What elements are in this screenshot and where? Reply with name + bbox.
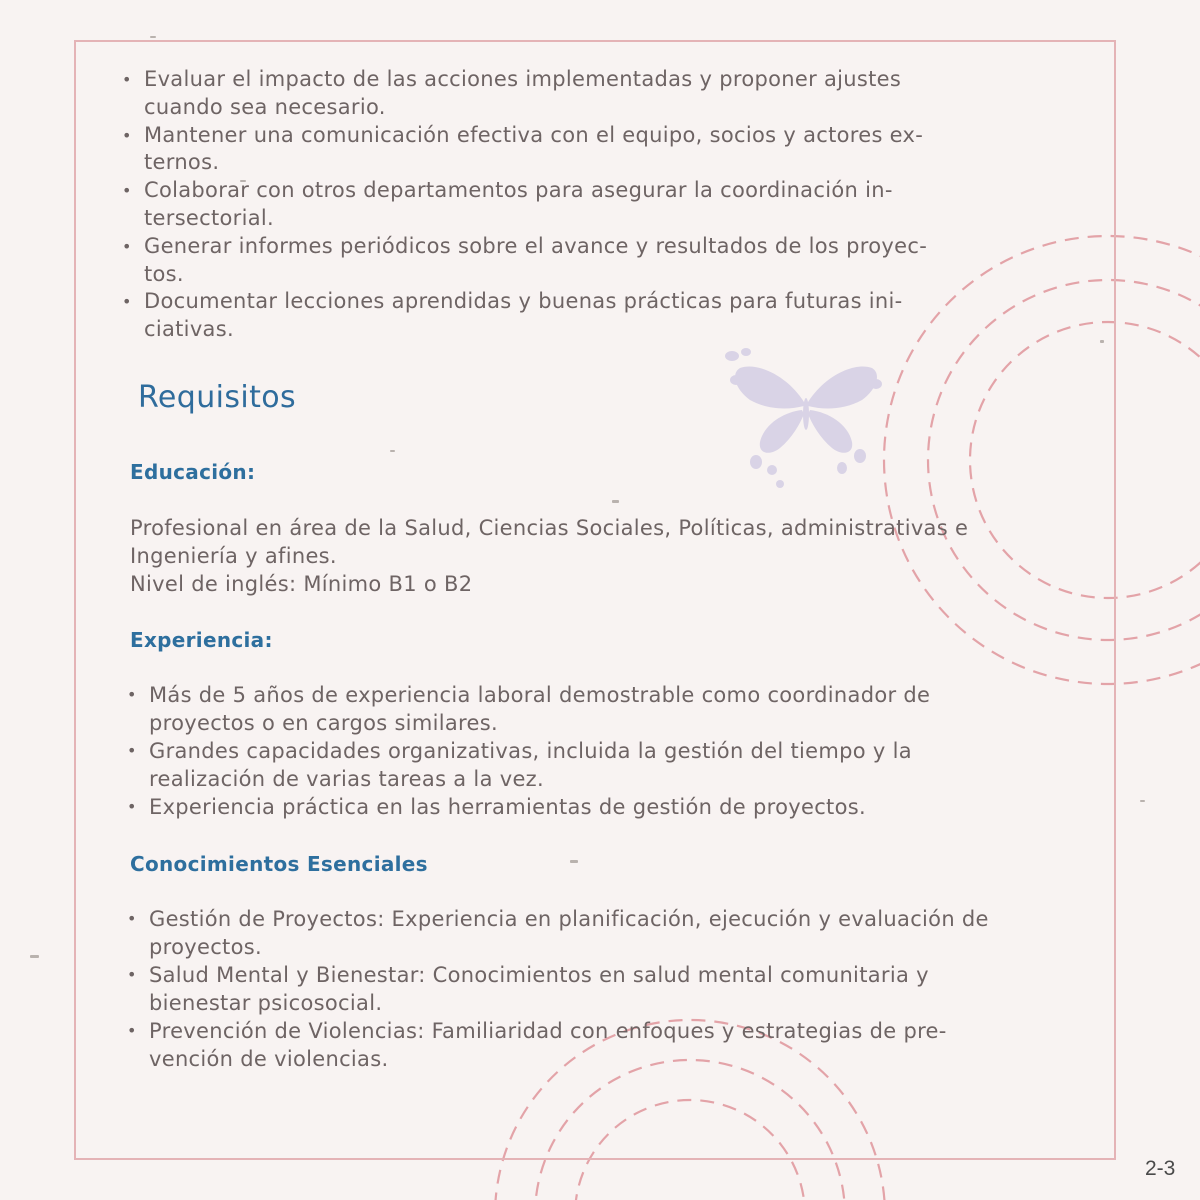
educacion-heading: Educación: (130, 460, 256, 484)
list-item: • Evaluar el impacto de las acciones implementadas y proponer ajustes cuando sea necesario. (122, 67, 902, 119)
bullet-icon: • (122, 70, 132, 89)
educacion-line: Ingeniería y afines. (130, 544, 337, 568)
experiencia-list (127, 681, 1067, 821)
list-item: • Gestión de Proyectos: Experiencia en planificación, ejecución y evaluación de proyectos. (127, 907, 989, 959)
speck (612, 500, 619, 503)
list-item: • Mantener una comunicación efectiva con el equipo, socios y actores ex- ternos. (122, 122, 924, 175)
page-number: 2-3 (1145, 1157, 1176, 1180)
bullet-icon: • (127, 909, 137, 928)
speck (150, 36, 156, 38)
bullet-icon: • (127, 965, 137, 984)
butterfly-icon (716, 344, 896, 494)
bullet-icon: • (127, 685, 137, 704)
bullet-icon: • (122, 181, 132, 201)
list-item: • Prevención de Violencias: Familiaridad con enfoques y estrategias de pre- vención de violencias. (127, 1019, 947, 1071)
list-item: • Documentar lecciones aprendidas y buenas prácticas para futuras ini- ciativas. (122, 289, 903, 342)
speck (390, 450, 395, 452)
speck (30, 955, 39, 958)
list-item: • Generar informes periódicos sobre el avance y resultados de los proyec- tos. (122, 233, 928, 286)
bullet-icon: • (122, 292, 132, 312)
speck (1100, 340, 1104, 343)
experiencia-heading: Experiencia: (130, 628, 273, 652)
list-item: • Colaborar con otros departamentos para asegurar la coordinación in- tersectorial. (122, 178, 893, 230)
list-item: • Experiencia práctica en las herramientas de gestión de proyectos. (127, 795, 866, 819)
list-item: • Salud Mental y Bienestar: Conocimientos en salud mental comunitaria y bienestar psicosocial. (127, 963, 929, 1015)
bullet-icon: • (122, 125, 132, 145)
educacion-text (130, 514, 1105, 598)
educacion-line: Profesional en área de la Salud, Ciencias Sociales, Políticas, administrativas e (130, 516, 969, 540)
list-item: • Grandes capacidades organizativas, incluida la gestión del tiempo y la realización de varias tareas a la vez. (127, 739, 912, 791)
educacion-line: Nivel de inglés: Mínimo B1 o B2 (130, 572, 473, 596)
bullet-icon: • (127, 1021, 137, 1040)
responsibilities-list (122, 66, 1052, 344)
bullet-icon: • (127, 741, 137, 760)
bullet-icon: • (122, 236, 132, 256)
list-item: • Más de 5 años de experiencia laboral demostrable como coordinador de proyectos o en cargos similares. (127, 683, 931, 735)
bullet-icon: • (127, 797, 137, 816)
speck (570, 860, 578, 863)
conocimientos-heading: Conocimientos Esenciales (130, 852, 428, 876)
section-title-requisitos: Requisitos (138, 380, 297, 415)
conocimientos-list (127, 905, 1077, 1073)
speck (1140, 800, 1145, 802)
